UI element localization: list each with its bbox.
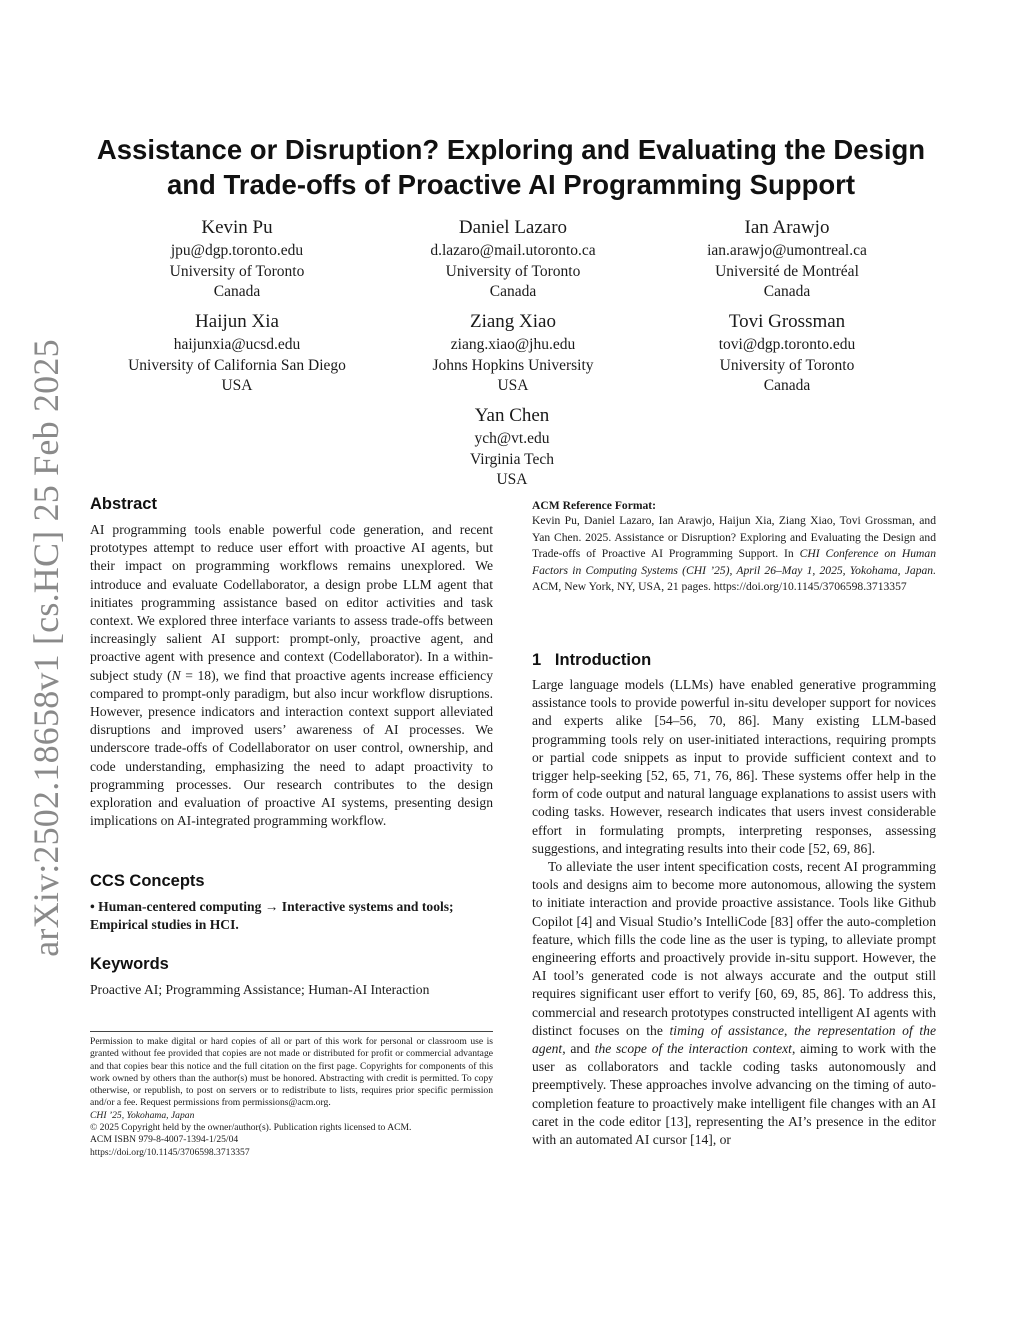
acm-reference-text (532, 513, 936, 596)
author-email: jpu@dgp.toronto.edu (170, 242, 304, 259)
copyright-line: © 2025 Copyright held by the owner/author(s). Publication rights licensed to ACM. (90, 1122, 412, 1134)
author-country: USA (496, 471, 528, 488)
author-name: Haijun Xia (195, 311, 279, 332)
arxiv-identifier: arXiv:2502.18658v1 [cs.HC] 25 Feb 2025 (26, 339, 67, 957)
author-affiliation: University of Toronto (719, 356, 855, 374)
paper-title: Assistance or Disruption? Exploring and Evaluating the Design and Trade-offs of Proactive AI Programming Support (96, 134, 926, 200)
ccs-heading: CCS Concepts (90, 872, 205, 890)
intro-emphasis: the representation of the agent (532, 1022, 936, 1057)
ccs-text: • Human-centered computing → Interactive systems and tools; Empirical studies in HCI. (90, 899, 454, 933)
abstract-section (90, 494, 493, 830)
intro-text-part: , (784, 1022, 795, 1038)
author-country: USA (497, 377, 529, 394)
author-email: ziang.xiao@jhu.edu (450, 336, 576, 353)
author-block (362, 404, 662, 491)
abstract-text-part: AI programming tools enable powerful code generation, and recent prototypes attempt to reduce user effort with proactive AI agents, but their impact on programming workflows remains unexplored. We introduce and evaluate Codellaborator, a design probe LLM agent that initiates programming assistance based on editor activities and task context. We explored three interface variants to assess trade-offs between increasingly salient AI support: prompt-only, proactive agent, and proactive agent with presence and context (Codellaborator). In a within-subject study ( (90, 522, 493, 683)
author-email: ian.arawjo@umontreal.ca (707, 242, 867, 259)
author-block (87, 216, 387, 303)
ccs-concepts-section (90, 871, 493, 934)
author-country: Canada (489, 283, 537, 300)
author-email: haijunxia@ucsd.edu (173, 336, 301, 353)
author-affiliation: University of Toronto (445, 262, 581, 280)
author-name: Ian Arawjo (744, 217, 830, 238)
author-block (87, 310, 387, 397)
author-name: Ziang Xiao (469, 311, 556, 332)
abstract-text-part: = 18), we find that proactive agents increase efficiency compared to prompt-only paradigm, but also incur workflow disruptions. However, presence indicators and interaction context support alleviated disruptions and improved users’ awareness of AI processes. We underscore trade-offs of Codellaborator on user control, ownership, and code understanding, emphasizing the need to adapt proactivity to programming processes. Our research contributes to the design exploration and evaluation of proactive AI systems, presenting design implications on AI-integrated programming workflow. (90, 667, 493, 829)
author-affiliation: University of Toronto (169, 262, 305, 280)
introduction-heading: 1 Introduction (532, 651, 652, 669)
author-affiliation: Johns Hopkins University (432, 356, 594, 374)
introduction-section (532, 650, 936, 1149)
author-email: ych@vt.edu (474, 430, 550, 447)
author-block (637, 310, 937, 397)
keywords-heading: Keywords (90, 955, 169, 973)
permission-text: Permission to make digital or hard copies of all or part of this work for personal or classroom use is granted without fee provided that copies are not made or distributed for profit or commercial advantage and that copies bear this notice and the full citation on the first page. Copyrights for components of this work owned by others than the author(s) must be honored. Abstracting with credit is permitted. To copy otherwise, or republish, to post on servers or to redistribute to lists, requires prior specific permission and/or a fee. Request permissions from permissions@acm.org. (90, 1036, 493, 1109)
intro-text-part: , aiming to work with the user as collaborators and tackle coding tasks autonomously and preemptively. These approaches involve advancing on the timing of auto-completion feature to proactively make intelligent file changes with an AI caret in the code editor [13], representing the AI’s presence in the editor with an automated AI cursor [14], or (532, 1041, 937, 1148)
introduction-paragraph (532, 858, 936, 1149)
doi-link[interactable]: https://doi.org/10.1145/3706598.3713357 (90, 1146, 250, 1158)
permission-footnote (90, 1031, 493, 1159)
acm-reference-publisher: ACM, New York, NY, USA, 21 pages. https://doi.org/10.1145/3706598.3713357 (532, 580, 907, 594)
isbn-line: ACM ISBN 979-8-4007-1394-1/25/04 (90, 1134, 239, 1146)
author-country: Canada (763, 283, 811, 300)
author-name: Tovi Grossman (728, 311, 846, 332)
author-country: Canada (763, 377, 811, 394)
intro-text-part: To alleviate the user intent specification costs, recent AI programming tools and designs aim to become more autonomous, allowing the system to initiate interaction and provide proactive assistance. Tools like Github Copilot [4] and Visual Studio’s IntelliCode [83] offer the auto-completion feature, which fills the code line as the user is typing, to alleviate prompt engineering efforts and proactively provide in-situ support. However, the AI tool’s generated code is not always accurate and the output still requires significant user effort to verify [60, 69, 85, 86]. To address this, commercial and research prototypes constructed intelligent AI agents with distinct focuses on the (532, 859, 936, 1038)
abstract-n-symbol: N (171, 667, 181, 683)
author-email: d.lazaro@mail.utoronto.ca (430, 242, 596, 259)
author-name: Kevin Pu (201, 217, 273, 238)
author-country: USA (221, 377, 253, 394)
keywords-section (90, 954, 493, 999)
intro-text-part: , and (562, 1041, 595, 1057)
intro-emphasis: timing of assistance (669, 1022, 784, 1038)
author-email: tovi@dgp.toronto.edu (718, 336, 856, 353)
acm-reference-format (532, 498, 936, 596)
author-block (363, 216, 663, 303)
author-affiliation: Virginia Tech (470, 450, 554, 468)
author-block (637, 216, 937, 303)
author-block (363, 310, 663, 397)
intro-emphasis: the scope of the interaction context (594, 1041, 792, 1057)
abstract-text (90, 521, 493, 830)
acm-reference-label: ACM Reference Format: (532, 499, 657, 512)
abstract-heading: Abstract (90, 495, 157, 513)
conference-venue: CHI ’25, Yokohama, Japan (90, 1109, 195, 1121)
acm-reference-citation: Kevin Pu, Daniel Lazaro, Ian Arawjo, Haijun Xia, Ziang Xiao, Tovi Grossman, and Yan Chen. 2025. Assistance or Disruption? Exploring and Evaluating the Design and Trade-offs of Proactive AI Programming Support. In (532, 514, 936, 561)
author-name: Daniel Lazaro (458, 217, 568, 238)
arxiv-sidebar-stamp (26, 339, 67, 957)
author-country: Canada (213, 283, 261, 300)
introduction-paragraph: Large language models (LLMs) have enabled generative programming assistance tools to provide powerful in-situ developer support for novices and experts alike [54–56, 70, 86]. Many existing LLM-based programming tools rely on user-initiated interactions, requiring prompts or partial code snippets as input to provide sufficient context and to trigger help-seeking [52, 65, 71, 76, 86]. These systems offer help in the form of code output and natural language explanations to assist users with coding tasks. However, research indicates that users invest considerable effort in formulating prompts, interpreting responses, assessing suggestions, and integrating results into their code [52, 69, 86]. (532, 677, 936, 856)
acm-reference-venue: CHI Conference on Human Factors in Computing Systems (CHI ’25), April 26–May 1, 2025, Yokohama, Japan. (532, 547, 936, 577)
author-affiliation: Université de Montréal (715, 262, 859, 280)
author-name: Yan Chen (474, 405, 550, 426)
keywords-text: Proactive AI; Programming Assistance; Human-AI Interaction (90, 982, 430, 997)
author-affiliation: University of California San Diego (128, 356, 346, 374)
